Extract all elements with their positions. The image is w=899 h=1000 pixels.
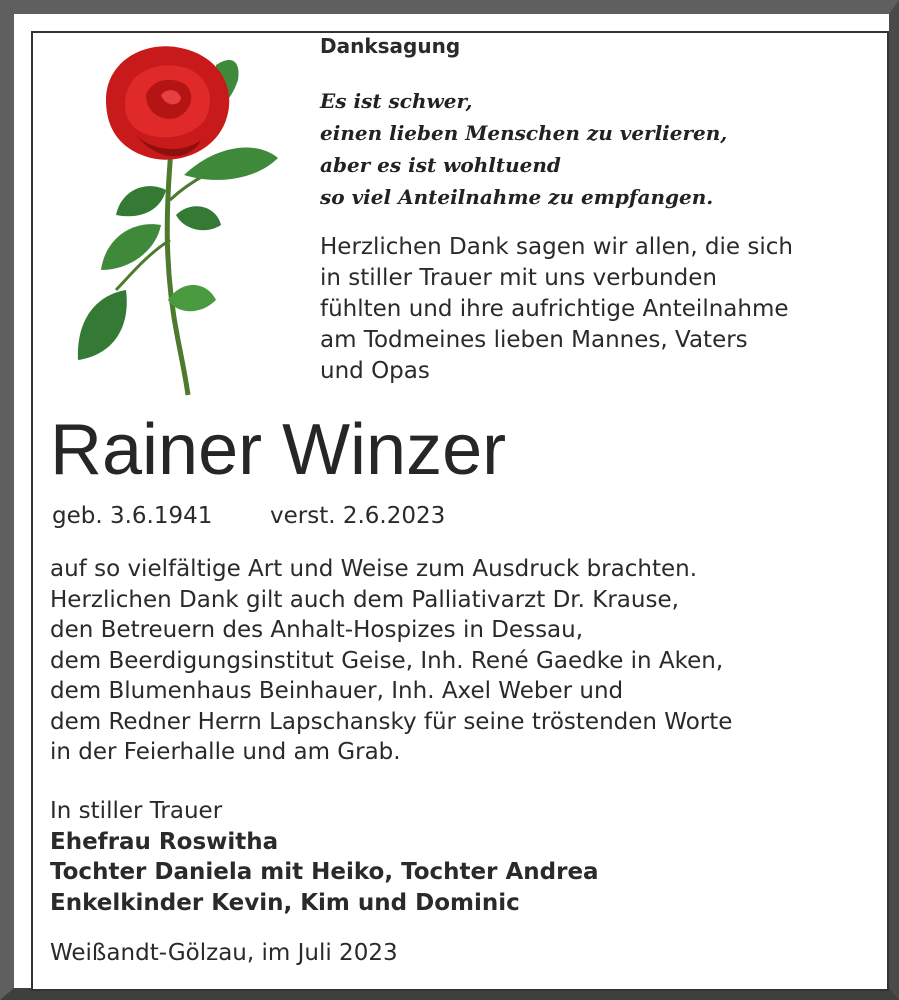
thanks-text — [50, 554, 732, 768]
poem-line: Es ist schwer, — [320, 89, 473, 113]
mourners — [50, 796, 599, 918]
intro-line: Herzlichen Dank sagen wir allen, die sich — [320, 234, 793, 260]
thanks-line: dem Beerdigungsinstitut Geise, Inh. René Gaedke in Aken, — [50, 647, 724, 674]
poem-line: aber es ist wohltuend — [320, 153, 561, 177]
deceased-name: Rainer Winzer — [50, 410, 507, 490]
place-date: Weißandt-Gölzau, im Juli 2023 — [50, 940, 398, 966]
poem-line: so viel Anteilnahme zu empfangen. — [320, 185, 714, 209]
intro-text — [320, 232, 793, 387]
mourner-name: Enkelkinder Kevin, Kim und Dominic — [50, 889, 520, 916]
mourners-lead: In stiller Trauer — [50, 798, 223, 824]
poem-line: einen lieben Menschen zu verlieren, — [320, 121, 728, 145]
intro-line: und Opas — [320, 358, 430, 384]
birth-date: geb. 3.6.1941 — [52, 503, 213, 529]
thanks-line: Herzlichen Dank gilt auch dem Palliativarzt Dr. Krause, — [50, 586, 679, 613]
intro-line: am Todmeines lieben Mannes, Vaters — [320, 327, 748, 353]
heading: Danksagung — [320, 34, 461, 58]
thanks-line: dem Redner Herrn Lapschansky für seine tröstenden Worte — [50, 708, 733, 735]
thanks-line: auf so vielfältige Art und Weise zum Ausdruck brachten. — [50, 556, 697, 582]
thanks-line: den Betreuern des Anhalt-Hospizes in Dessau, — [50, 617, 584, 643]
intro-line: in stiller Trauer mit uns verbunden — [320, 265, 717, 291]
rose-icon — [66, 40, 281, 400]
intro-line: fühlten und ihre aufrichtige Anteilnahme — [320, 296, 789, 322]
mourner-name: Ehefrau Roswitha — [50, 828, 279, 855]
poem — [320, 85, 727, 213]
thanks-line: dem Blumenhaus Beinhauer, Inh. Axel Weber und — [50, 678, 624, 704]
mourner-name: Tochter Daniela mit Heiko, Tochter Andrea — [50, 859, 599, 885]
thanks-line: in der Feierhalle und am Grab. — [50, 739, 401, 765]
life-dates — [52, 503, 445, 529]
death-date: verst. 2.6.2023 — [270, 503, 446, 529]
